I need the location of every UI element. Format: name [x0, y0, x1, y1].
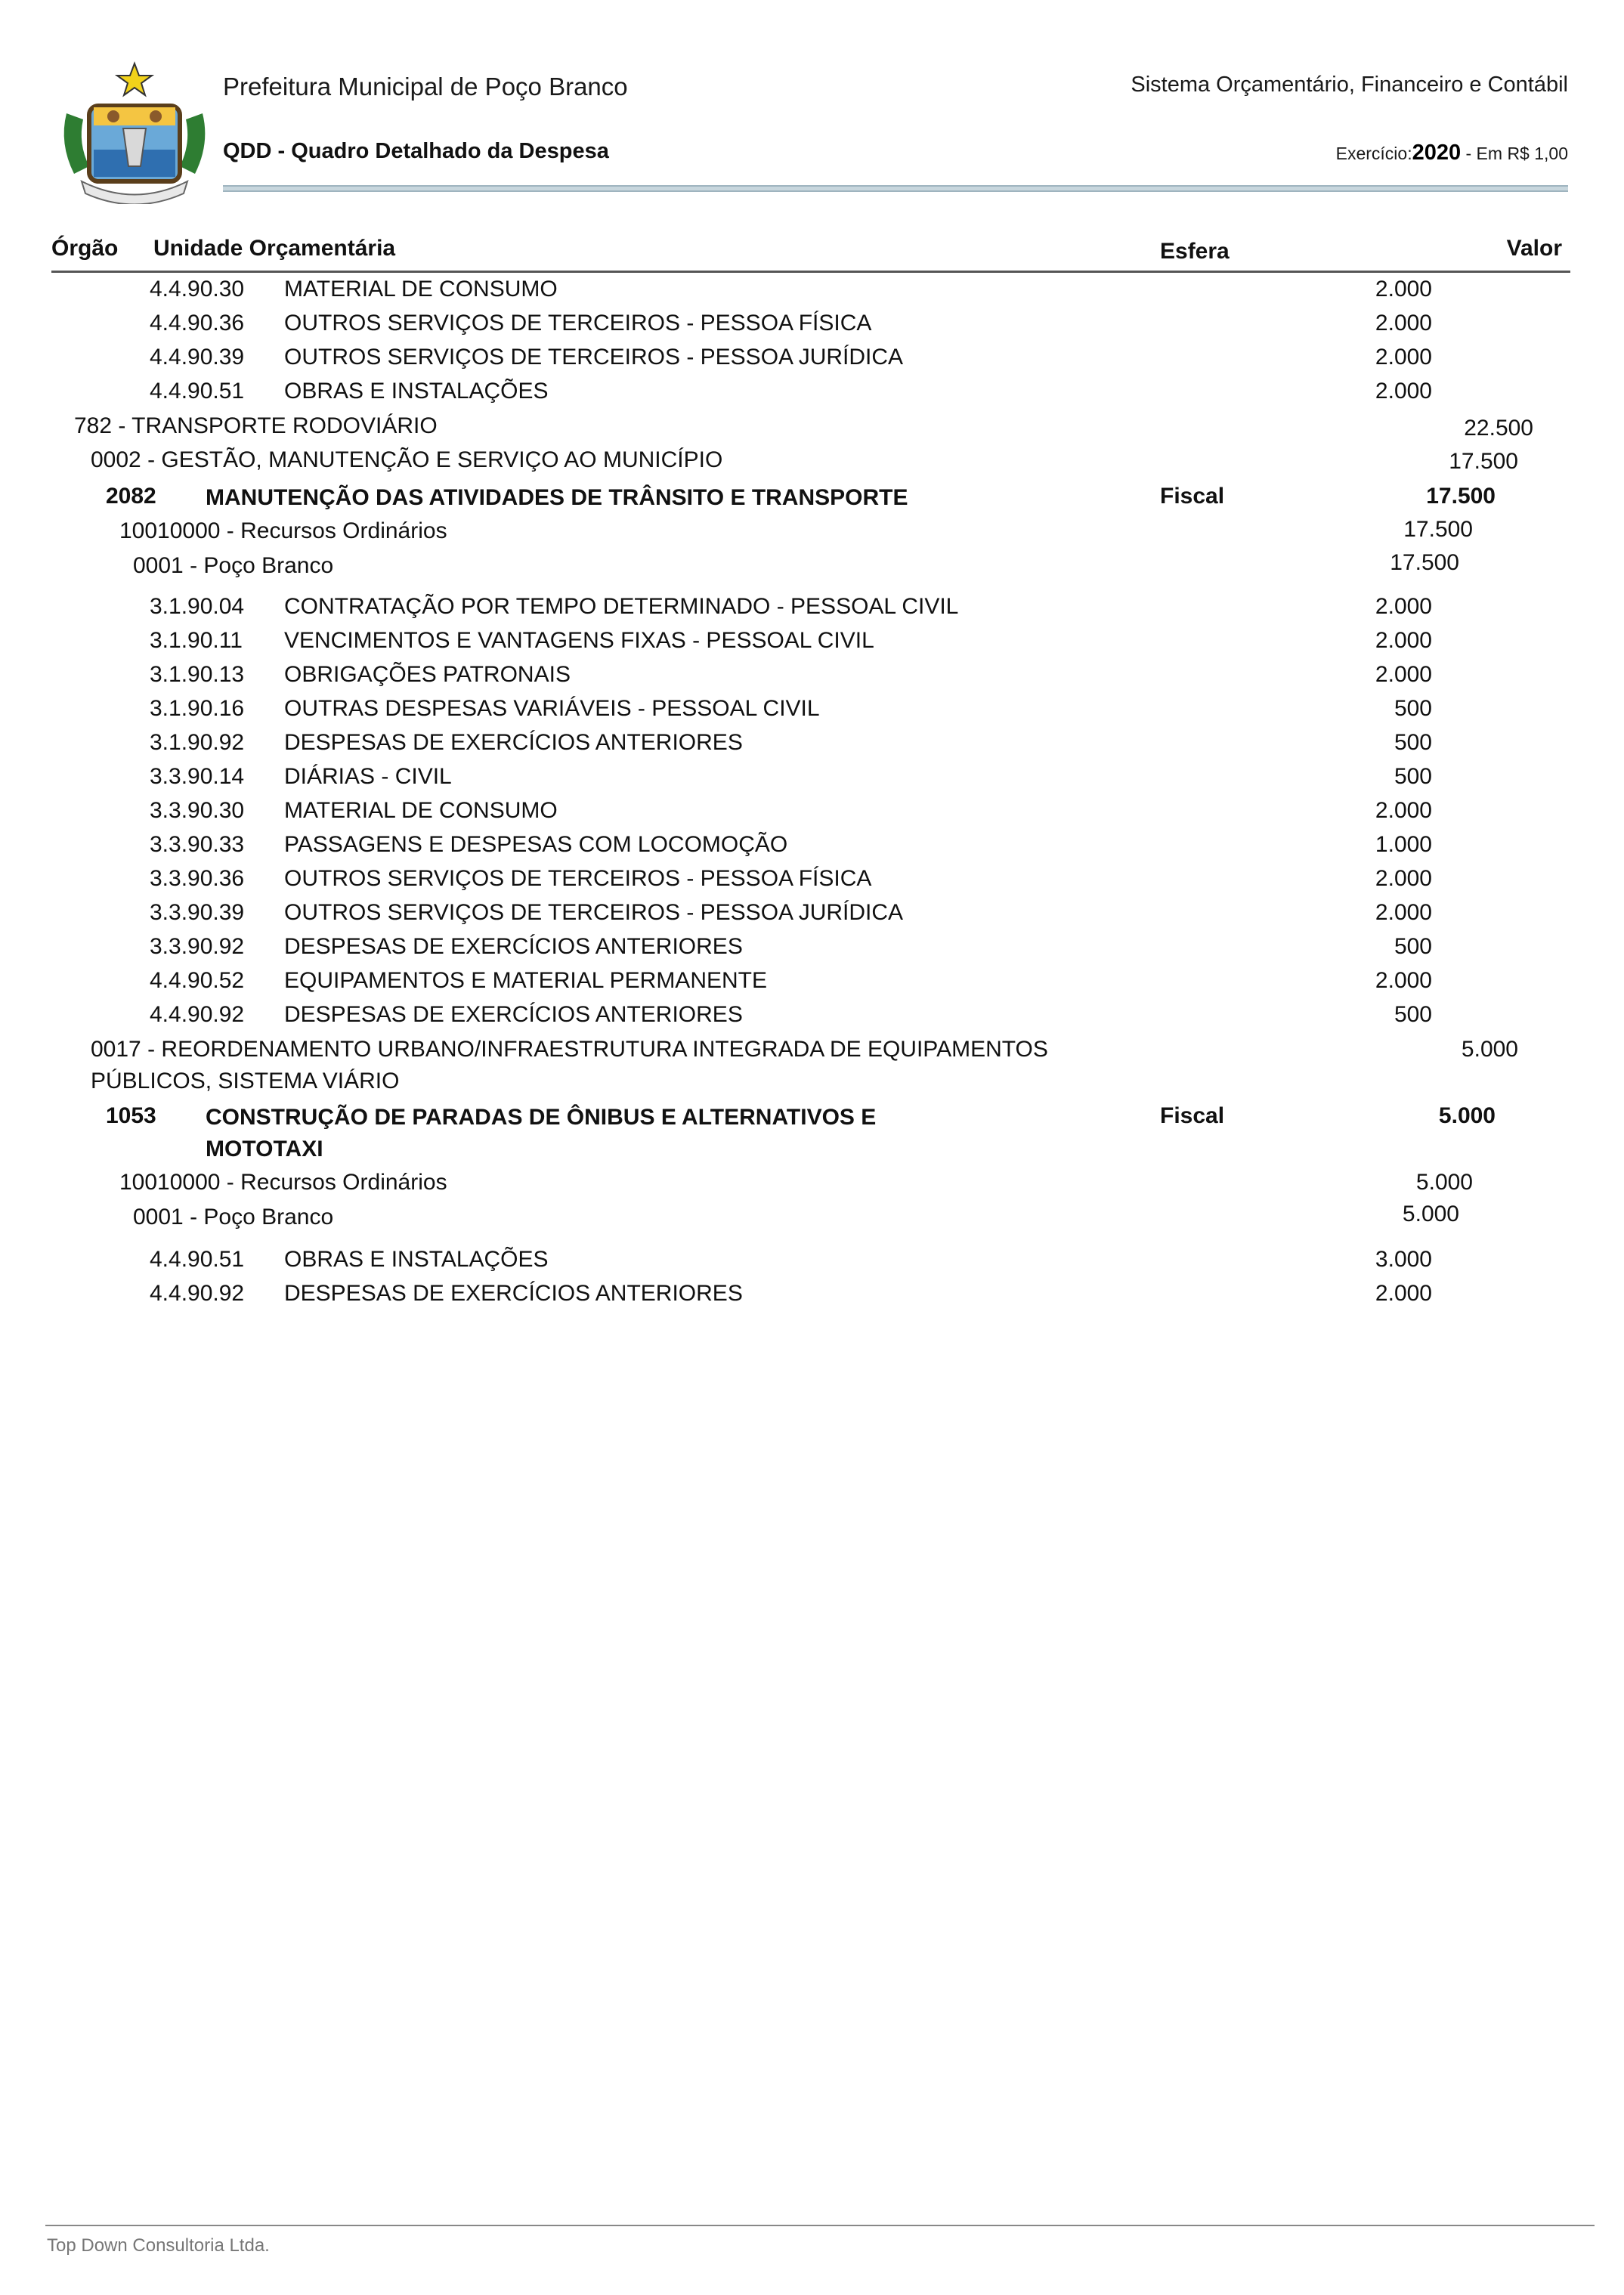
row-desc: DESPESAS DE EXERCÍCIOS ANTERIORES: [284, 934, 743, 959]
header-rule: [223, 185, 1568, 192]
row-code: 4.4.90.30: [150, 277, 245, 302]
row-desc: OUTROS SERVIÇOS DE TERCEIROS - PESSOA FÍSICA: [284, 866, 872, 891]
action-desc-continued: MOTOTAXI: [206, 1137, 323, 1161]
column-esfera: Esfera: [1160, 239, 1230, 264]
resource-source-label: 10010000 - Recursos Ordinários: [119, 518, 447, 543]
row-value: 2.000: [1375, 968, 1432, 993]
action-code: 2082: [106, 484, 156, 509]
row-desc: OBRAS E INSTALAÇÕES: [284, 1247, 549, 1272]
program-label: 0017 - REORDENAMENTO URBANO/INFRAESTRUTURA INTEGRADA DE EQUIPAMENTOS: [91, 1037, 1048, 1062]
row-value: 2.000: [1375, 594, 1432, 619]
row-code: 3.1.90.16: [150, 696, 245, 721]
row-code: 4.4.90.36: [150, 311, 245, 336]
report-subtitle: QDD - Quadro Detalhado da Despesa: [223, 139, 609, 163]
action-desc: CONSTRUÇÃO DE PARADAS DE ÔNIBUS E ALTERNATIVOS E: [206, 1105, 877, 1130]
column-valor: Valor: [1506, 236, 1562, 261]
program-value: 17.500: [1449, 449, 1518, 474]
location-label: 0001 - Poço Branco: [133, 1205, 334, 1229]
year-value: 2020: [1412, 141, 1462, 165]
year-label: Exercício:: [1335, 144, 1412, 163]
location-value: 17.500: [1390, 550, 1459, 575]
row-value: 2.000: [1375, 277, 1432, 302]
row-code: 3.3.90.36: [150, 866, 245, 891]
action-esfera: Fiscal: [1160, 484, 1225, 509]
row-code: 4.4.90.92: [150, 1002, 245, 1027]
row-desc: OBRAS E INSTALAÇÕES: [284, 379, 549, 404]
row-value: 1.000: [1375, 832, 1432, 857]
row-code: 3.1.90.92: [150, 730, 245, 755]
row-desc: DESPESAS DE EXERCÍCIOS ANTERIORES: [284, 1002, 743, 1027]
row-code: 4.4.90.51: [150, 379, 245, 404]
program-label: 0002 - GESTÃO, MANUTENÇÃO E SERVIÇO AO MUNICÍPIO: [91, 447, 723, 472]
currency-note: - Em R$ 1,00: [1461, 144, 1568, 163]
row-code: 4.4.90.52: [150, 968, 245, 993]
system-name: Sistema Orçamentário, Financeiro e Contábil: [1131, 73, 1568, 97]
row-value: 500: [1394, 730, 1432, 755]
row-desc: OUTROS SERVIÇOS DE TERCEIROS - PESSOA FÍSICA: [284, 311, 872, 336]
program-value: 5.000: [1461, 1037, 1518, 1062]
row-value: 2.000: [1375, 379, 1432, 404]
resource-source-label: 10010000 - Recursos Ordinários: [119, 1170, 447, 1195]
row-value: 2.000: [1375, 866, 1432, 891]
row-desc: OUTROS SERVIÇOS DE TERCEIROS - PESSOA JURÍDICA: [284, 900, 904, 925]
location-value: 5.000: [1402, 1202, 1459, 1226]
row-desc: EQUIPAMENTOS E MATERIAL PERMANENTE: [284, 968, 767, 993]
row-code: 4.4.90.92: [150, 1281, 245, 1306]
row-value: 2.000: [1375, 798, 1432, 823]
action-value: 5.000: [1438, 1103, 1496, 1128]
municipal-coat-of-arms-logo: [51, 60, 218, 204]
row-desc: OUTROS SERVIÇOS DE TERCEIROS - PESSOA JURÍDICA: [284, 345, 904, 370]
row-desc: MATERIAL DE CONSUMO: [284, 798, 558, 823]
row-code: 4.4.90.39: [150, 345, 245, 370]
page-title: Prefeitura Municipal de Poço Branco: [223, 73, 628, 101]
row-code: 3.3.90.30: [150, 798, 245, 823]
row-code: 3.3.90.39: [150, 900, 245, 925]
row-desc: OBRIGAÇÕES PATRONAIS: [284, 662, 571, 687]
row-value: 2.000: [1375, 311, 1432, 336]
row-desc: PASSAGENS E DESPESAS COM LOCOMOÇÃO: [284, 832, 788, 857]
row-desc: DESPESAS DE EXERCÍCIOS ANTERIORES: [284, 1281, 743, 1306]
row-value: 2.000: [1375, 628, 1432, 653]
fiscal-year: [1336, 141, 1568, 165]
footer-rule: [45, 2225, 1595, 2226]
program-label-continued: PÚBLICOS, SISTEMA VIÁRIO: [91, 1069, 400, 1093]
row-value: 500: [1394, 1002, 1432, 1027]
row-value: 500: [1394, 764, 1432, 789]
action-esfera: Fiscal: [1160, 1103, 1225, 1128]
resource-source-value: 17.500: [1403, 517, 1473, 542]
action-code: 1053: [106, 1103, 156, 1128]
row-code: 3.3.90.33: [150, 832, 245, 857]
row-desc: VENCIMENTOS E VANTAGENS FIXAS - PESSOAL CIVIL: [284, 628, 874, 653]
row-code: 3.3.90.14: [150, 764, 245, 789]
row-value: 2.000: [1375, 1281, 1432, 1306]
column-unidade: Unidade Orçamentária: [153, 236, 396, 261]
action-value: 17.500: [1426, 484, 1496, 509]
action-desc: MANUTENÇÃO DAS ATIVIDADES DE TRÂNSITO E TRANSPORTE: [206, 485, 908, 510]
row-desc: DESPESAS DE EXERCÍCIOS ANTERIORES: [284, 730, 743, 755]
row-value: 3.000: [1375, 1247, 1432, 1272]
row-value: 2.000: [1375, 345, 1432, 370]
row-value: 2.000: [1375, 900, 1432, 925]
row-code: 3.1.90.11: [150, 628, 243, 653]
row-code: 4.4.90.51: [150, 1247, 245, 1272]
row-desc: MATERIAL DE CONSUMO: [284, 277, 558, 302]
column-orgao: Órgão: [51, 236, 119, 261]
row-value: 2.000: [1375, 662, 1432, 687]
resource-source-value: 5.000: [1415, 1170, 1473, 1195]
subfunction-label: 782 - TRANSPORTE RODOVIÁRIO: [74, 413, 438, 438]
location-label: 0001 - Poço Branco: [133, 553, 334, 578]
row-desc: OUTRAS DESPESAS VARIÁVEIS - PESSOAL CIVIL: [284, 696, 820, 721]
row-code: 3.3.90.92: [150, 934, 245, 959]
row-code: 3.1.90.13: [150, 662, 245, 687]
row-desc: CONTRATAÇÃO POR TEMPO DETERMINADO - PESSOAL CIVIL: [284, 594, 959, 619]
column-header-rule: [51, 271, 1570, 273]
row-code: 3.1.90.04: [150, 594, 245, 619]
row-desc: DIÁRIAS - CIVIL: [284, 764, 452, 789]
subfunction-value: 22.500: [1464, 416, 1533, 441]
row-value: 500: [1394, 696, 1432, 721]
footer-company: Top Down Consultoria Ltda.: [47, 2235, 270, 2256]
row-value: 500: [1394, 934, 1432, 959]
